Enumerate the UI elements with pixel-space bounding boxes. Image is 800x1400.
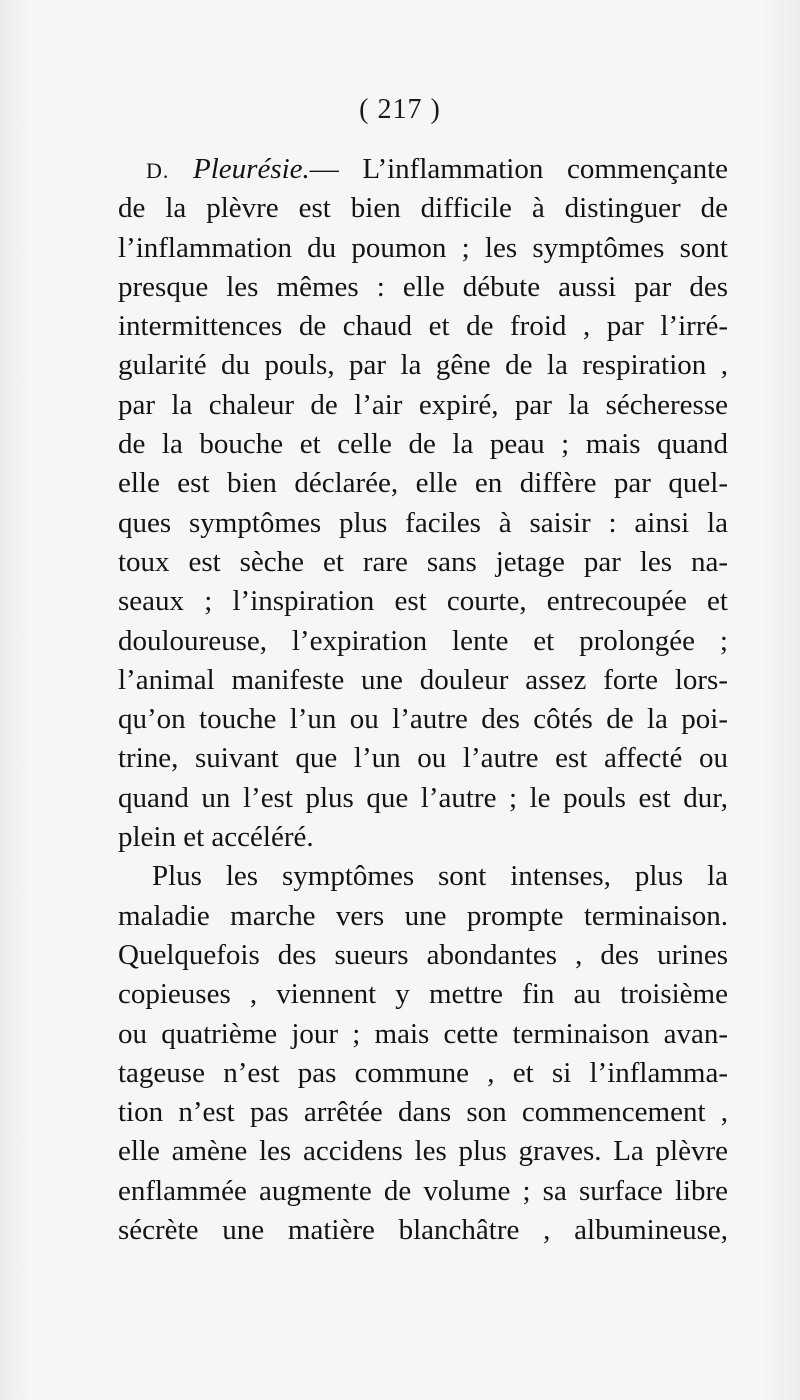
- text-line: plein et accéléré.: [118, 821, 314, 854]
- text-line: ques symptômes plus faciles à saisir : ainsi la: [118, 506, 728, 539]
- heading-text: — L’inflammation commençante: [309, 153, 729, 185]
- text-line: seaux ; l’inspiration est courte, entrecoupée et: [118, 585, 728, 618]
- text-line: quand un l’est plus que l’autre ; le pouls est dur,: [118, 781, 728, 814]
- text-line: toux est sèche et rare sans jetage par les na-: [118, 545, 728, 578]
- text-line: tageuse n’est pas commune , et si l’inflamma-: [118, 1056, 728, 1089]
- text-line: Plus les symptômes sont intenses, plus la: [152, 860, 728, 893]
- text-line: maladie marche vers une prompte terminaison.: [118, 899, 728, 932]
- text-line: de la plèvre est bien difficile à distinguer de: [118, 192, 728, 225]
- text-line: de la bouche et celle de la peau ; mais quand: [118, 428, 728, 461]
- text-line: ou quatrième jour ; mais cette terminaison avan-: [118, 1017, 728, 1050]
- body-text: [118, 150, 728, 1250]
- section-marker: D.: [146, 158, 170, 183]
- text-line: sécrète une matière blanchâtre , albumineuse,: [118, 1214, 728, 1247]
- text-line: qu’on touche l’un ou l’autre des côtés de la poi-: [118, 703, 728, 736]
- text-line: trine, suivant que l’un ou l’autre est affecté ou: [118, 742, 728, 775]
- text-line: presque les mêmes : elle débute aussi par des: [118, 270, 728, 303]
- text-line: l’inflammation du poumon ; les symptômes sont: [118, 231, 728, 264]
- text-line: par la chaleur de l’air expiré, par la sécheresse: [118, 388, 728, 421]
- text-line: elle est bien déclarée, elle en diffère par quel-: [118, 467, 728, 500]
- text-line: gularité du pouls, par la gêne de la respiration ,: [118, 349, 728, 382]
- text-line: l’animal manifeste une douleur assez forte lors-: [118, 663, 728, 696]
- text-line: elle amène les accidens les plus graves. La plèvre: [118, 1135, 728, 1168]
- text-line: douloureuse, l’expiration lente et prolongée ;: [118, 624, 728, 657]
- page-number: ( 217 ): [359, 94, 441, 125]
- text-line: enflammée augmente de volume ; sa surface libre: [118, 1174, 728, 1207]
- text-line: copieuses , viennent y mettre fin au troisième: [118, 978, 728, 1011]
- text-line: Quelquefois des sueurs abondantes , des urines: [118, 938, 728, 971]
- text-line: tion n’est pas arrêtée dans son commencement ,: [118, 1096, 728, 1129]
- section-title: Pleurésie.: [193, 153, 310, 185]
- heading-line: [118, 150, 728, 189]
- text-line: intermittences de chaud et de froid , par l’irré-: [118, 310, 728, 343]
